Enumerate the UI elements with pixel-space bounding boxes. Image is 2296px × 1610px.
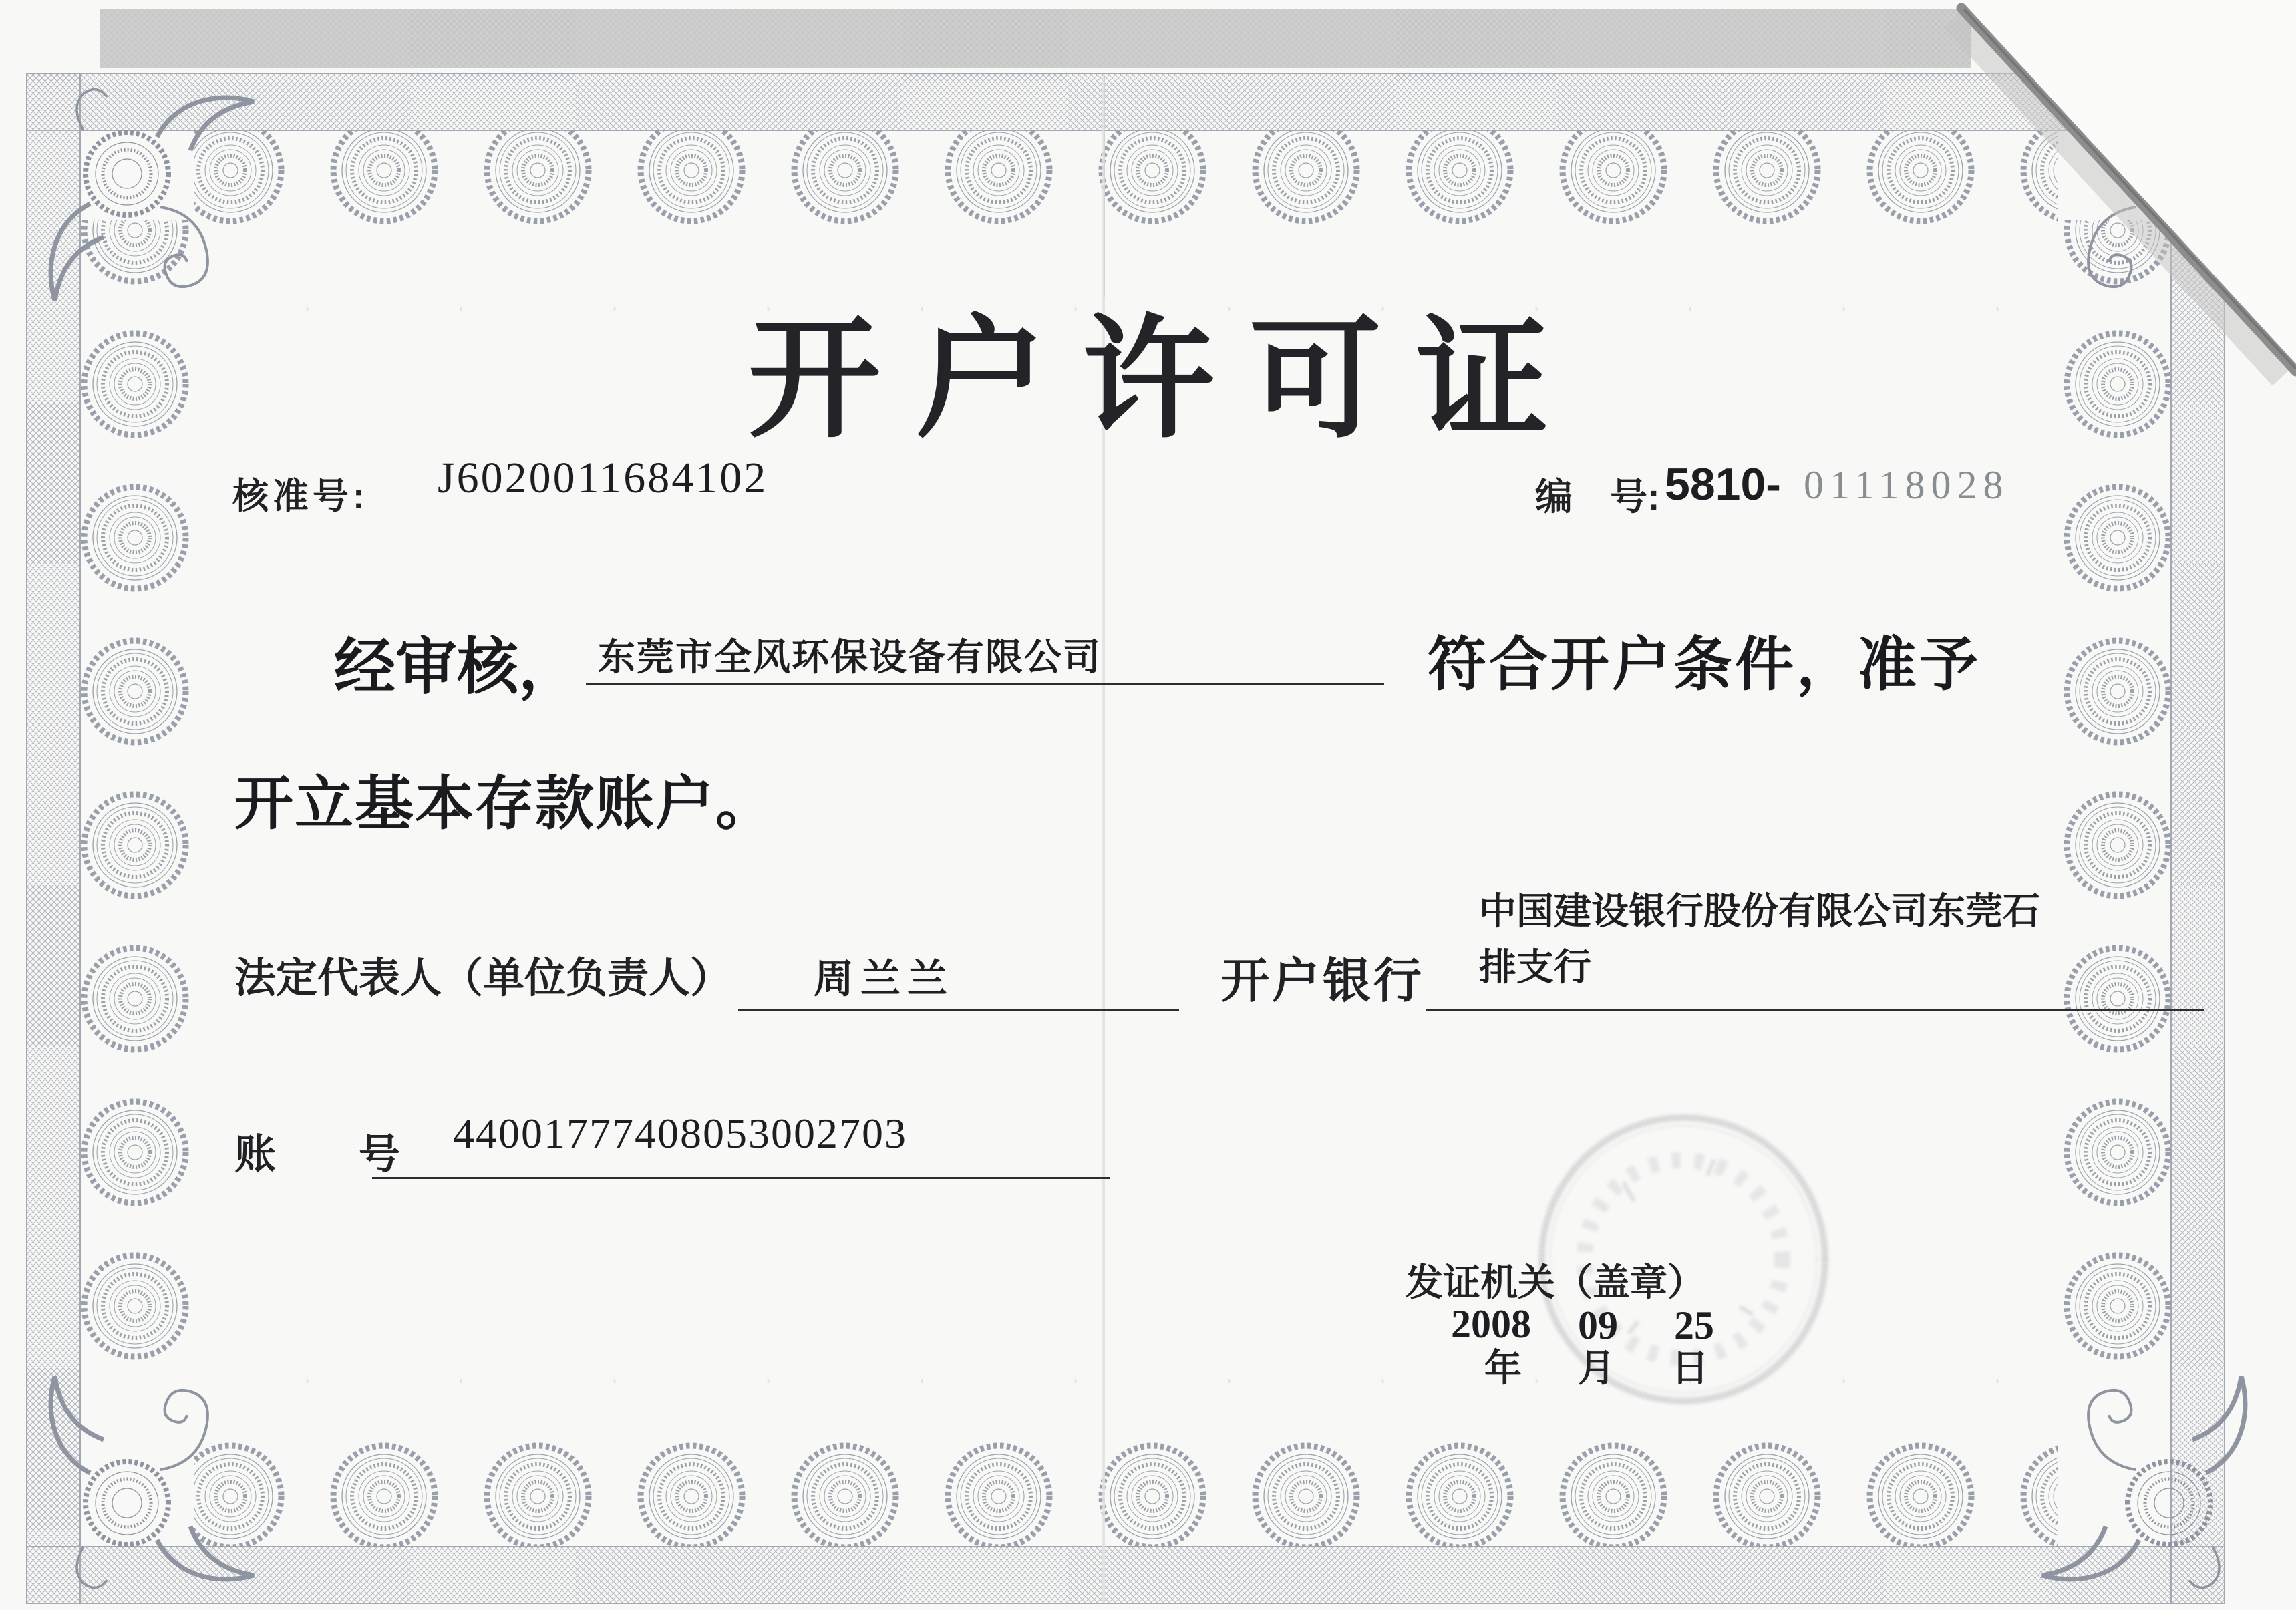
bank-label: 开户银行 — [1221, 955, 1425, 1008]
serial-prefix: 5810- — [1665, 459, 1781, 510]
account-open-text: 开立基本存款账户。 — [234, 770, 776, 836]
legal-rep-underline — [738, 1009, 1179, 1011]
bank-underline — [1426, 1009, 2204, 1011]
scan-top-edge — [100, 9, 1971, 68]
qualify-text: 符合开户条件，准予 — [1428, 631, 1981, 697]
legal-rep-name: 周兰兰 — [814, 957, 954, 1001]
certificate-title: 开户许可证 — [748, 307, 1583, 454]
account-underline — [372, 1177, 1110, 1179]
serial-stamped-number: 01118028 — [1804, 463, 2009, 507]
issue-month: 09 — [1578, 1303, 1618, 1347]
unit-day: 日 — [1671, 1347, 1709, 1389]
bank-name-line1: 中国建设银行股份有限公司东莞石 — [1479, 890, 2040, 932]
legal-rep-label: 法定代表人（单位负责人） — [234, 955, 732, 1001]
account-number-value: 44001777408053002703 — [453, 1110, 907, 1157]
bank-name-line2: 排支行 — [1479, 946, 1591, 988]
unit-year: 年 — [1484, 1347, 1522, 1389]
issue-year: 2008 — [1451, 1302, 1531, 1346]
issue-day: 25 — [1674, 1303, 1714, 1347]
approval-number-value: J6020011684102 — [438, 454, 768, 502]
account-number-label: 账 号 — [234, 1132, 401, 1178]
company-name: 东莞市全风环保设备有限公司 — [598, 636, 1102, 678]
company-underline — [586, 683, 1384, 685]
reviewed-text: 经审核， — [334, 633, 581, 701]
serial-label: 编 号: — [1535, 476, 1660, 518]
approval-number-label: 核准号: — [232, 476, 369, 516]
unit-month: 月 — [1578, 1347, 1615, 1389]
issuer-label: 发证机关（盖章） — [1406, 1261, 1705, 1303]
